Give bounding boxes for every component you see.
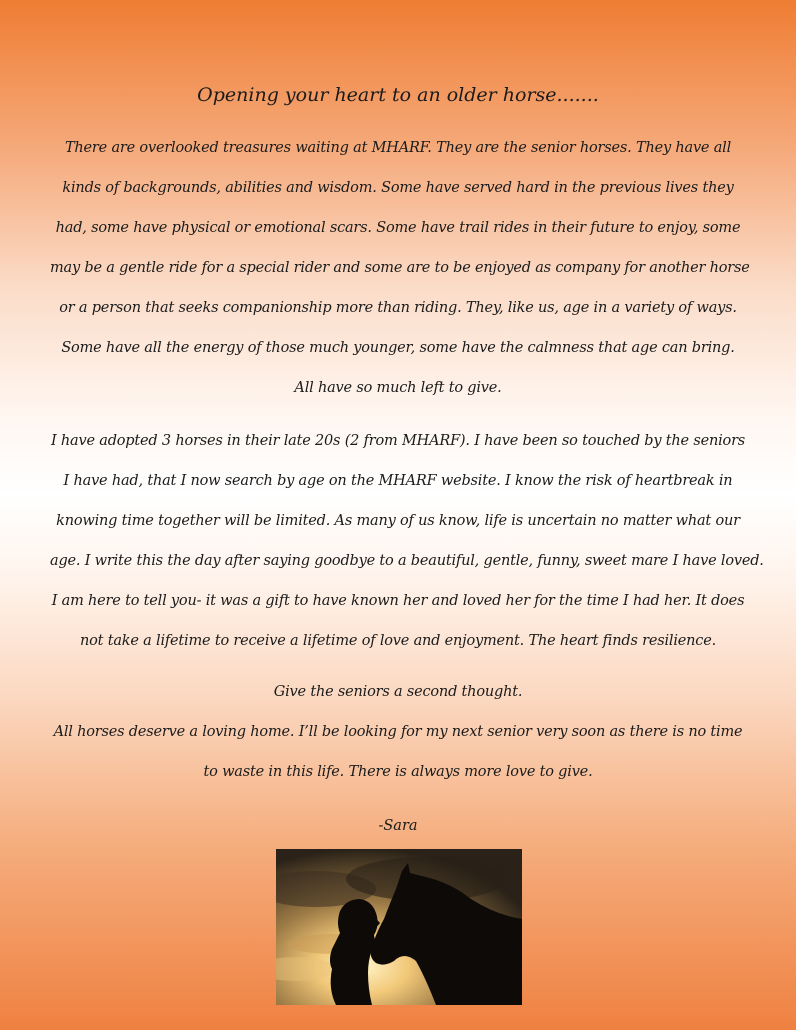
paragraph-line: All horses deserve a loving home. I’ll be looking for my next senior very soon as there is no time <box>53 724 743 740</box>
paragraph-line: knowing time together will be limited. As many of us know, life is uncertain no matter what our <box>56 513 740 529</box>
paragraph-line: All have so much left to give. <box>294 380 502 396</box>
paragraph-line: I have had, that I now search by age on the MHARF website. I know the risk of heartbreak in <box>63 473 733 489</box>
woman-kissing-horse-silhouette-icon <box>276 849 522 1005</box>
paragraph-2 <box>50 421 764 661</box>
paragraph-line: Give the seniors a second thought. <box>273 684 523 700</box>
signature: -Sara <box>378 818 418 834</box>
paragraph-line: may be a gentle ride for a special rider and some are to be enjoyed as company for another horse <box>50 260 750 276</box>
photo-graphic <box>276 849 522 1005</box>
paragraph-line: to waste in this life. There is always more love to give. <box>203 764 593 780</box>
paragraph-line: Some have all the energy of those much younger, some have the calmness that age can bring. <box>61 340 735 356</box>
paragraph-line: had, some have physical or emotional scars. Some have trail rides in their future to enjoy, some <box>55 220 741 236</box>
page-title: Opening your heart to an older horse....... <box>197 84 599 106</box>
paragraph-line: not take a lifetime to receive a lifetime of love and enjoyment. The heart finds resilience. <box>80 633 716 649</box>
paragraph-line: I am here to tell you- it was a gift to have known her and loved her for the time I had her. It does <box>51 593 745 609</box>
paragraph-line: kinds of backgrounds, abilities and wisdom. Some have served hard in the previous lives they <box>62 180 734 196</box>
paragraph-1 <box>50 128 750 408</box>
paragraph-line: age. I write this the day after saying goodbye to a beautiful, gentle, funny, sweet mare I have loved. <box>50 553 764 569</box>
paragraph-3 <box>50 672 746 792</box>
paragraph-line: There are overlooked treasures waiting at MHARF. They are the senior horses. They have all <box>64 140 732 156</box>
paragraph-line: I have adopted 3 horses in their late 20s (2 from MHARF). I have been so touched by the seniors <box>50 433 746 449</box>
paragraph-line: or a person that seeks companionship more than riding. They, like us, age in a variety of ways. <box>59 300 737 316</box>
